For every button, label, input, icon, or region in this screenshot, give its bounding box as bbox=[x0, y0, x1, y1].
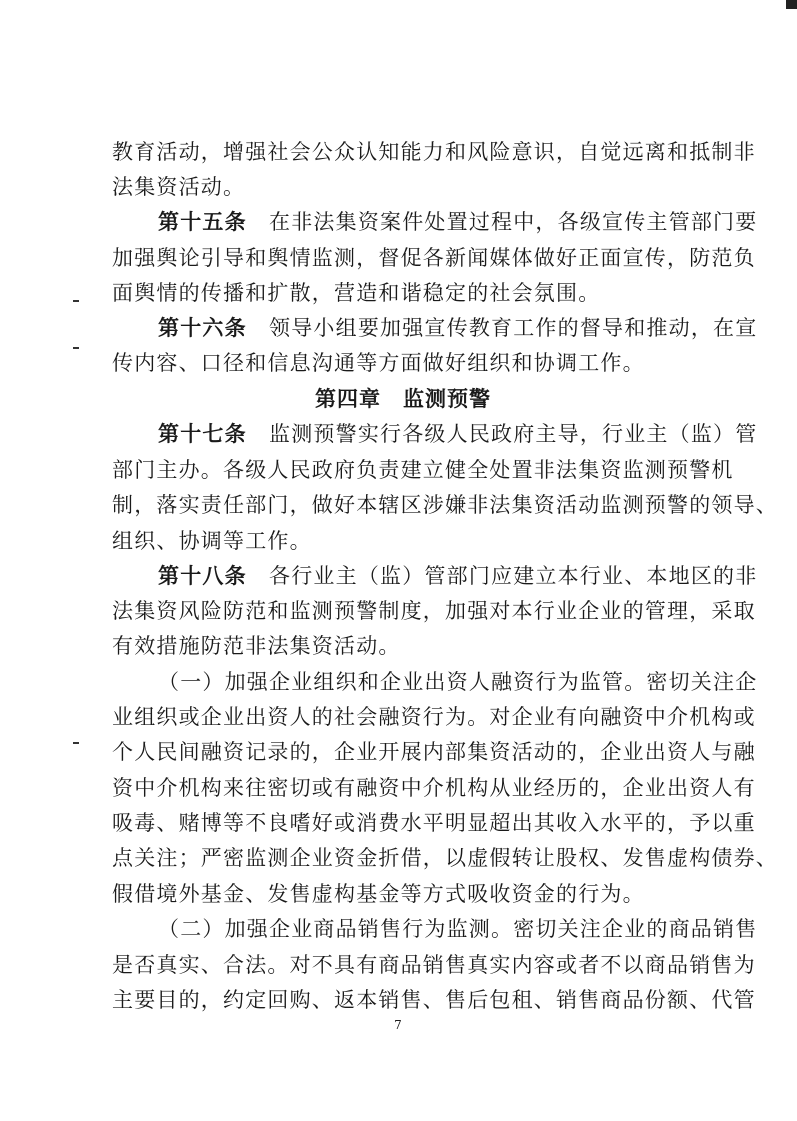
article-text: 各行业主（监）管部门应建立本行业、本地区的非 bbox=[269, 564, 758, 588]
margin-mark bbox=[73, 300, 79, 302]
article-16-line bbox=[158, 313, 758, 343]
text-line: 教育活动，增强社会公众认知能力和风险意识，自觉远离和抵制非 bbox=[112, 140, 756, 164]
chapter-heading bbox=[112, 384, 694, 414]
article-text: 在非法集资案件处置过程中，各级宣传主管部门要 bbox=[269, 210, 758, 234]
text-line: 部门主办。各级人民政府负责建立健全处置非法集资监测预警机 bbox=[112, 458, 734, 482]
article-label: 第十七条 bbox=[158, 421, 247, 446]
article-text: 监测预警实行各级人民政府主导，行业主（监）管 bbox=[269, 422, 758, 446]
text-line: 个人民间融资记录的，企业开展内部集资活动的，企业出资人与融 bbox=[112, 740, 756, 764]
text-line: 资中介机构来往密切或有融资中介机构从业经历的，企业出资人有 bbox=[112, 776, 756, 800]
chapter-title: 监测预警 bbox=[403, 387, 491, 411]
text-line: 法集资风险防范和监测预警制度，加强对本行业企业的管理，采取 bbox=[112, 599, 756, 623]
text-line: 法集资活动。 bbox=[112, 175, 246, 199]
text-line: 主要目的，约定回购、返本销售、售后包租、销售商品份额、代管 bbox=[112, 988, 756, 1012]
article-17-line bbox=[158, 419, 758, 449]
text-line: 吸毒、赌博等不良嗜好或消费水平明显超出其收入水平的，予以重 bbox=[112, 811, 756, 835]
text-line: （一）加强企业组织和企业出资人融资行为监管。密切关注企 bbox=[158, 670, 758, 694]
text-line: 组织、协调等工作。 bbox=[112, 529, 312, 553]
article-15-line bbox=[158, 207, 758, 237]
article-text: 领导小组要加强宣传教育工作的督导和推动，在宣 bbox=[269, 316, 758, 340]
text-line: 制，落实责任部门，做好本辖区涉嫌非法集资活动监测预警的领导、 bbox=[112, 493, 778, 517]
text-line: 是否真实、合法。对不具有商品销售真实内容或者不以商品销售为 bbox=[112, 953, 756, 977]
text-line: 有效措施防范非法集资活动。 bbox=[112, 634, 401, 658]
margin-mark bbox=[73, 347, 79, 349]
article-label: 第十六条 bbox=[158, 315, 247, 340]
text-line: 加强舆论引导和舆情监测，督促各新闻媒体做好正面宣传，防范负 bbox=[112, 246, 756, 270]
page-number: 7 bbox=[394, 1018, 402, 1032]
text-line: 传内容、口径和信息沟通等方面做好组织和协调工作。 bbox=[112, 351, 645, 375]
article-label: 第十八条 bbox=[158, 563, 247, 588]
text-line: 业组织或企业出资人的社会融资行为。对企业有向融资中介机构或 bbox=[112, 705, 756, 729]
text-line: 假借境外基金、发售虚构基金等方式吸收资金的行为。 bbox=[112, 882, 645, 906]
scan-corner-mark bbox=[786, 0, 797, 9]
text-line: 点关注；严密监测企业资金折借，以虚假转让股权、发售虚构债券、 bbox=[112, 846, 778, 870]
article-label: 第十五条 bbox=[158, 209, 247, 234]
text-line: （二）加强企业商品销售行为监测。密切关注企业的商品销售 bbox=[158, 917, 758, 941]
article-18-line bbox=[158, 561, 758, 591]
chapter-number: 第四章 bbox=[315, 387, 381, 411]
text-line: 面舆情的传播和扩散，营造和谐稳定的社会氛围。 bbox=[112, 281, 601, 305]
margin-mark bbox=[73, 742, 79, 744]
